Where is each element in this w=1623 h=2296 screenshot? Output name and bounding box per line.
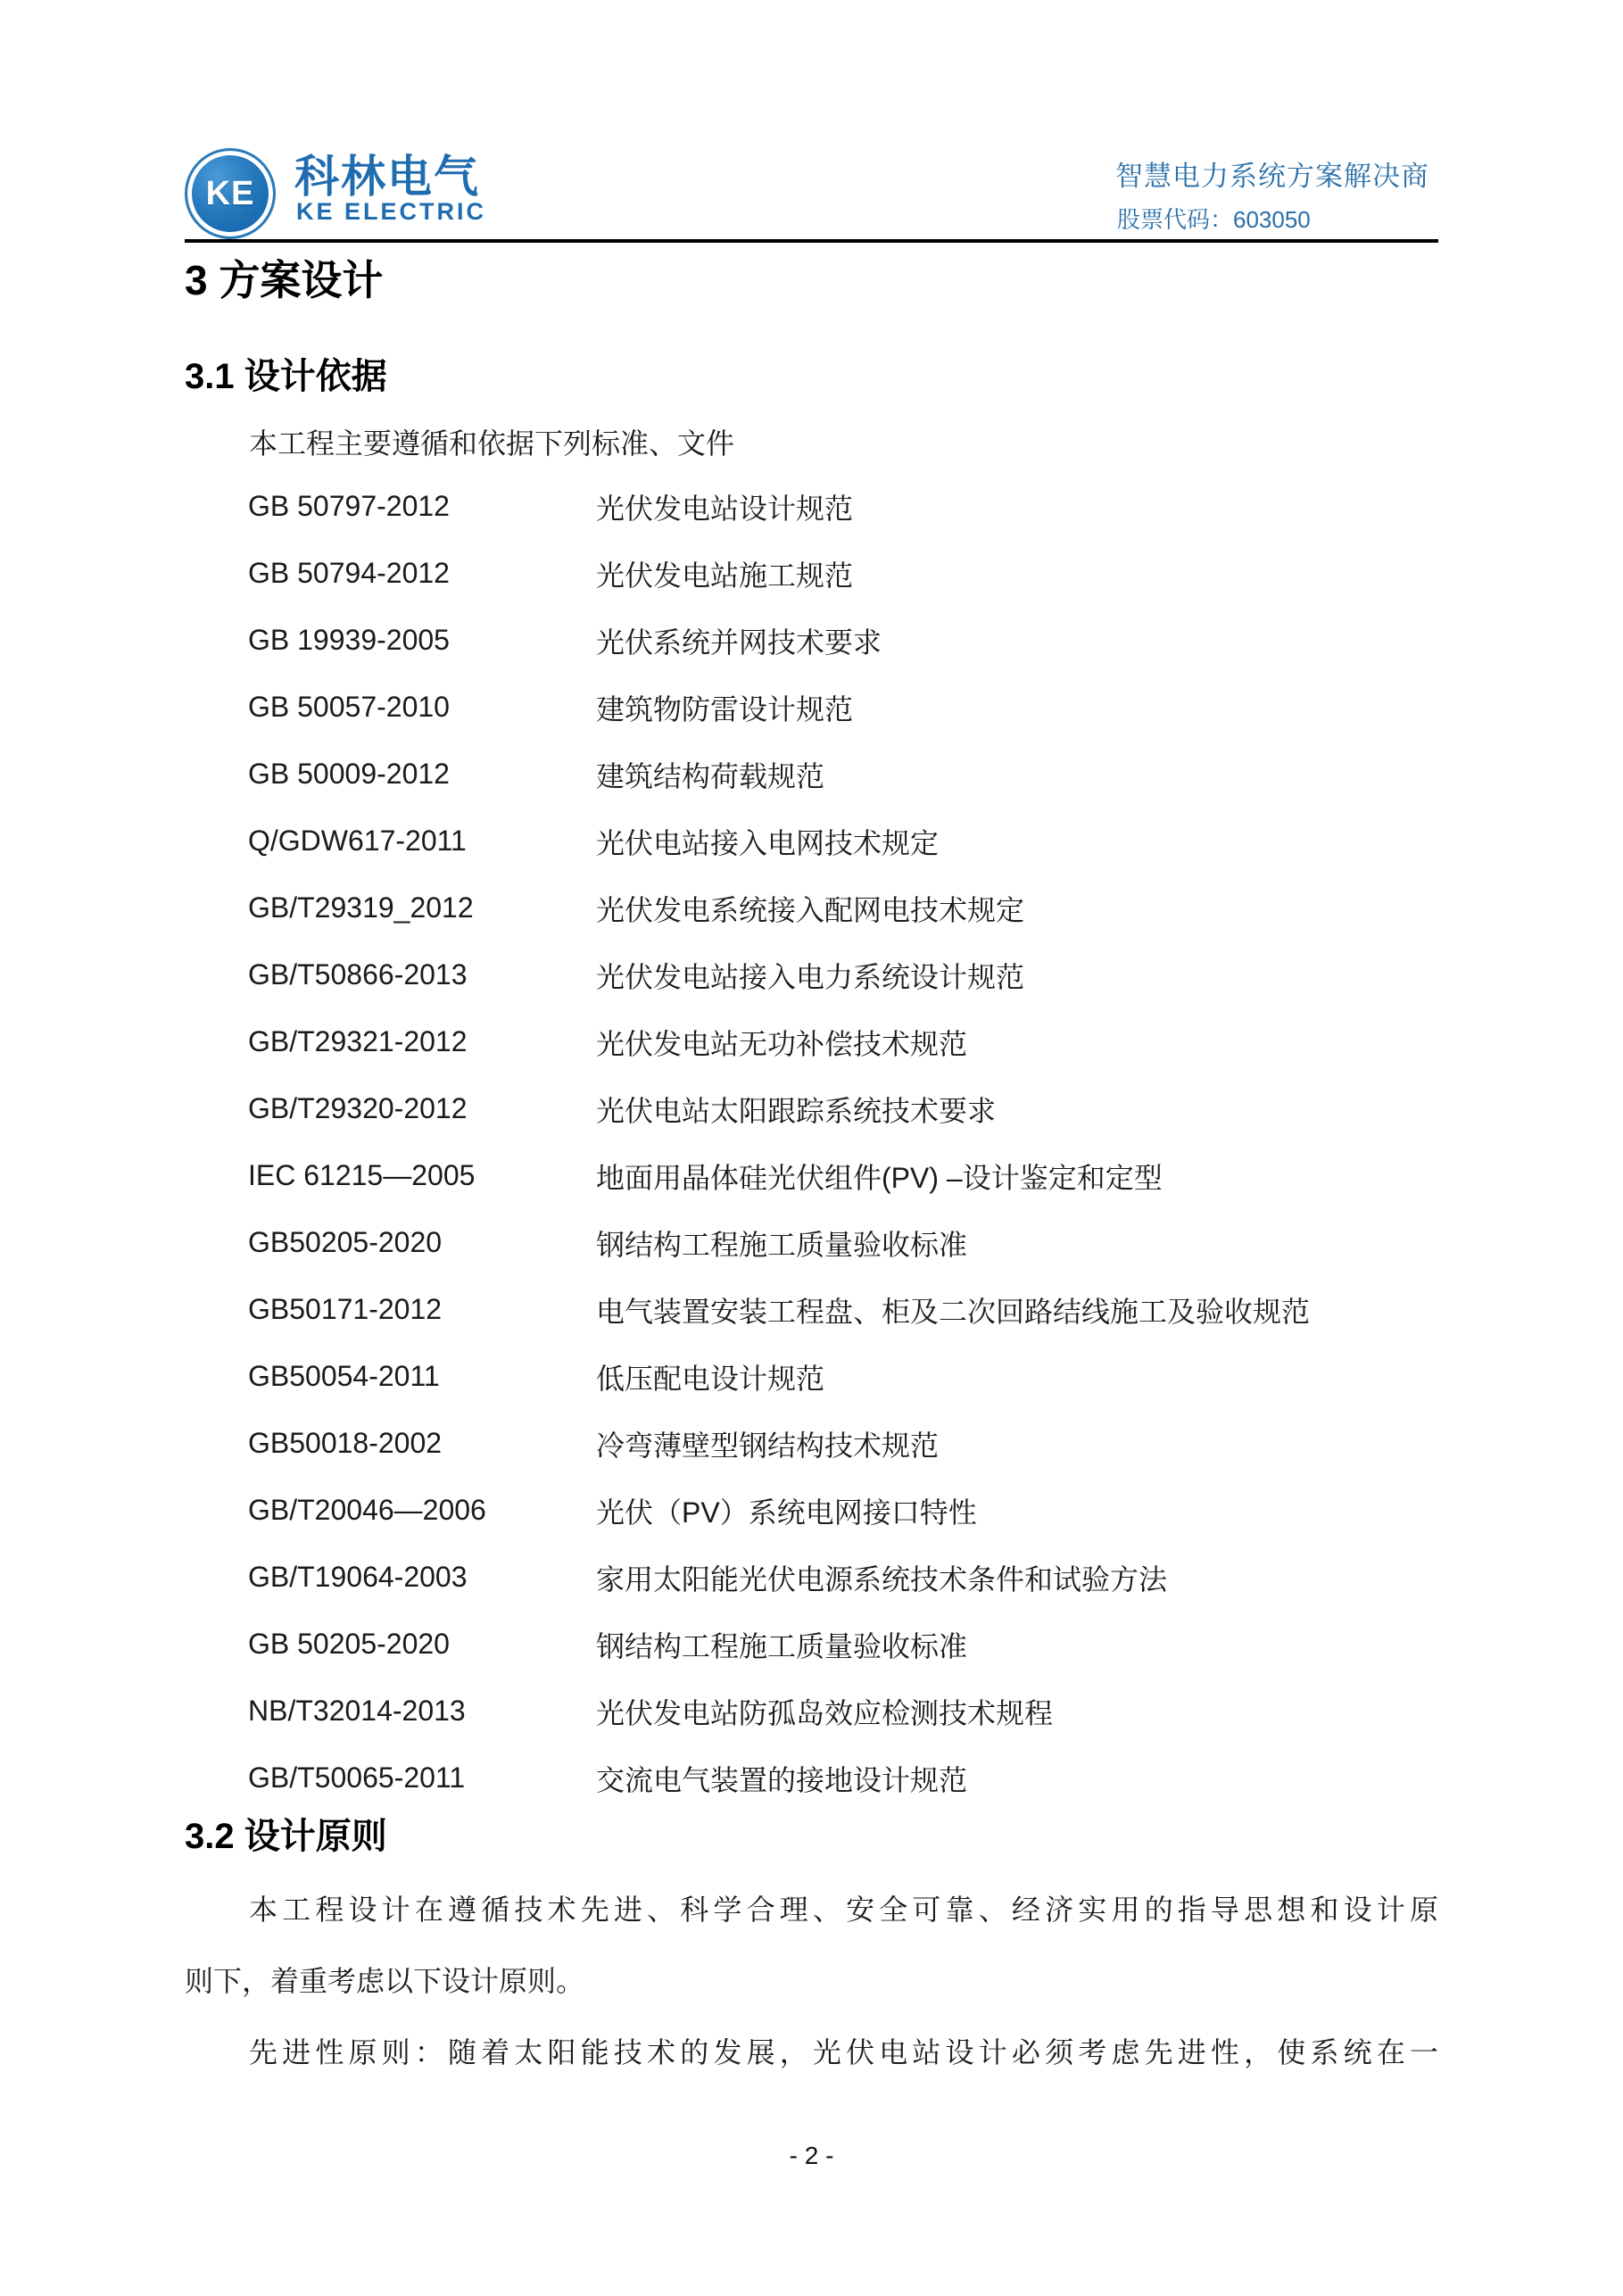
standard-code: GB/T20046—2006 — [248, 1494, 486, 1526]
standard-code: GB/T19064-2003 — [248, 1561, 468, 1593]
standard-name: 光伏发电系统接入配网电技术规定 — [596, 893, 1025, 926]
paragraph-line: 本工程设计在遵循技术先进、科学合理、安全可靠、经济实用的指导思想和设计原 — [249, 1894, 1438, 1926]
standard-row — [185, 1142, 1438, 1209]
standard-row — [185, 1075, 1438, 1142]
standard-code: GB/T29319_2012 — [248, 891, 474, 924]
standard-code: IEC 61215—2005 — [248, 1159, 476, 1191]
standard-name: 钢结构工程施工质量验收标准 — [596, 1629, 968, 1662]
chapter-title: 3 方案设计 — [185, 257, 384, 303]
design-principles-paragraph — [185, 1874, 1438, 2017]
design-basis-intro: 本工程主要遵循和依据下列标准、文件 — [249, 427, 735, 460]
standard-name: 光伏发电站防孤岛效应检测技术规程 — [596, 1696, 1054, 1729]
standard-name: 冷弯薄壁型钢结构技术规范 — [596, 1429, 940, 1462]
paragraph-line: 先进性原则：随着太阳能技术的发展，光伏电站设计必须考虑先进性，使系统在一 — [249, 2036, 1438, 2068]
standard-row — [185, 941, 1438, 1008]
standard-row — [185, 874, 1438, 941]
page-number: - 2 - — [789, 2142, 834, 2169]
standard-code: GB50205-2020 — [248, 1226, 443, 1258]
standard-row — [185, 741, 1438, 808]
standard-code: NB/T32014-2013 — [248, 1695, 466, 1727]
standard-name: 交流电气装置的接地设计规范 — [596, 1763, 968, 1796]
header-stock-code: 股票代码：603050 — [1117, 206, 1311, 233]
brand-name-cn: 科林电气 — [294, 152, 480, 202]
standard-code: GB 50205-2020 — [248, 1628, 450, 1660]
advancement-principle-paragraph — [185, 2017, 1438, 2088]
standard-name: 家用太阳能光伏电源系统技术条件和试验方法 — [596, 1562, 1168, 1596]
standard-row — [185, 1008, 1438, 1075]
standard-row — [185, 473, 1438, 540]
section-heading-design-principles: 3.2 设计原则 — [185, 1817, 387, 1856]
company-logo-icon — [185, 148, 276, 239]
standard-code: GB50054-2011 — [248, 1360, 440, 1392]
standard-row — [185, 540, 1438, 607]
standard-row — [185, 1678, 1438, 1745]
standard-code: GB 50794-2012 — [248, 557, 450, 589]
standard-name: 低压配电设计规范 — [596, 1362, 825, 1395]
standard-name: 电气装置安装工程盘、柜及二次回路结线施工及验收规范 — [596, 1295, 1311, 1328]
standard-code: GB 19939-2005 — [248, 624, 450, 656]
standard-name: 建筑结构荷载规范 — [596, 759, 825, 792]
standard-name: 建筑物防雷设计规范 — [596, 692, 854, 725]
standard-row — [185, 1477, 1438, 1544]
paragraph-line: 则下，着重考虑以下设计原则。 — [185, 1965, 585, 1997]
header-divider — [185, 239, 1438, 243]
standard-code: GB/T29320-2012 — [248, 1092, 468, 1124]
section-heading-design-basis: 3.1 设计依据 — [185, 357, 387, 396]
standard-row — [185, 1611, 1438, 1678]
standard-name: 钢结构工程施工质量验收标准 — [596, 1228, 968, 1261]
standard-row — [185, 1209, 1438, 1276]
standard-name: 光伏系统并网技术要求 — [596, 626, 882, 659]
brand-name-en: KE ELECTRIC — [296, 198, 487, 225]
standard-code: GB50018-2002 — [248, 1427, 443, 1459]
standard-name: 光伏电站太阳跟踪系统技术要求 — [596, 1094, 997, 1127]
standard-code: GB/T29321-2012 — [248, 1025, 468, 1057]
standard-name: 地面用晶体硅光伏组件(PV) –设计鉴定和定型 — [596, 1161, 1163, 1194]
standard-row — [185, 607, 1438, 674]
standard-name: 光伏发电站施工规范 — [596, 559, 854, 592]
standard-name: 光伏（PV）系统电网接口特性 — [596, 1496, 977, 1529]
standard-code: GB/T50065-2011 — [248, 1761, 466, 1794]
standard-code: GB 50009-2012 — [248, 758, 450, 790]
header-tagline: 智慧电力系统方案解决商 — [1115, 161, 1429, 192]
standard-row — [185, 1276, 1438, 1343]
standard-code: Q/GDW617-2011 — [248, 825, 467, 857]
standard-code: GB50171-2012 — [248, 1293, 443, 1325]
standard-row — [185, 1745, 1438, 1811]
standard-name: 光伏发电站无功补偿技术规范 — [596, 1027, 968, 1060]
standard-row — [185, 1410, 1438, 1477]
standard-code: GB 50797-2012 — [248, 490, 450, 522]
standard-code: GB/T50866-2013 — [248, 958, 468, 991]
standard-name: 光伏电站接入电网技术规定 — [596, 826, 940, 859]
standard-row — [185, 808, 1438, 874]
standard-name: 光伏发电站接入电力系统设计规范 — [596, 960, 1025, 993]
standard-row — [185, 674, 1438, 741]
standards-list — [185, 473, 1438, 1811]
standard-row — [185, 1343, 1438, 1410]
standard-row — [185, 1544, 1438, 1611]
logo-monogram: KE — [205, 174, 255, 212]
standard-name: 光伏发电站设计规范 — [596, 492, 854, 525]
standard-code: GB 50057-2010 — [248, 691, 450, 723]
